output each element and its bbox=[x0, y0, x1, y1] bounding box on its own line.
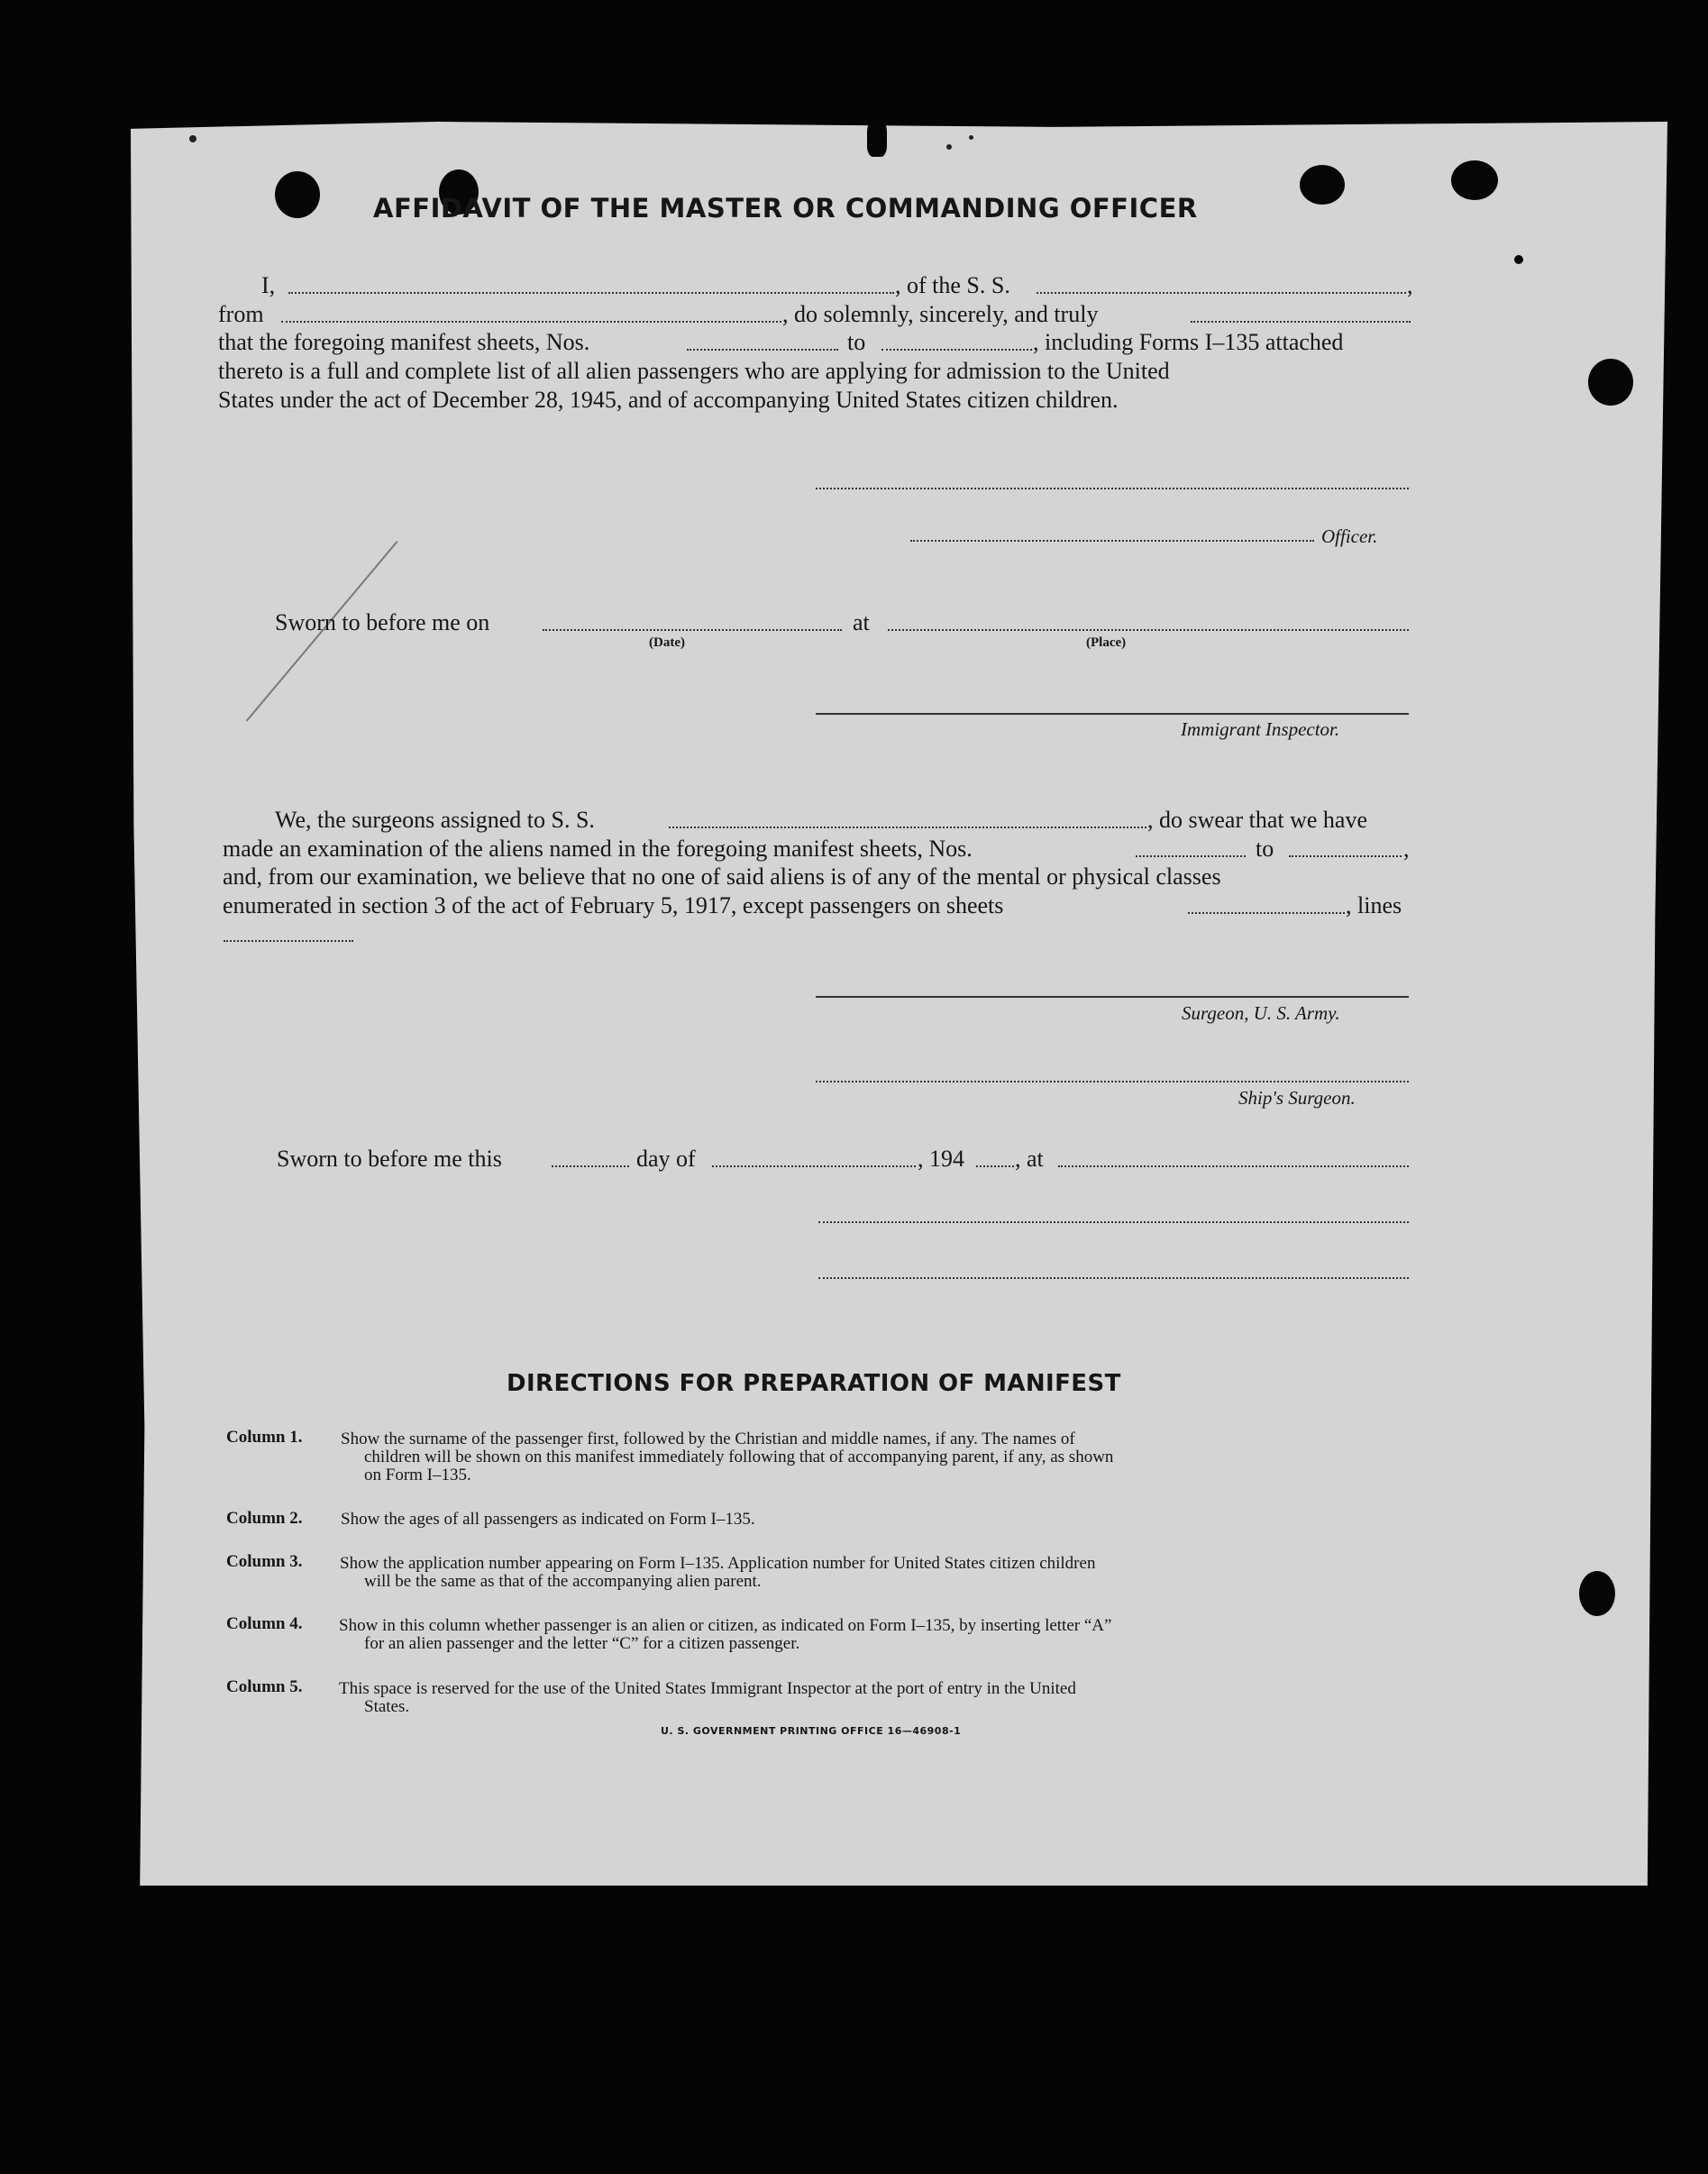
master-name-field[interactable] bbox=[288, 292, 894, 294]
sworn2-place-field[interactable] bbox=[1058, 1165, 1409, 1167]
affidavit-of-ss: , of the S. S. bbox=[895, 272, 1010, 298]
sworn2-month-field[interactable] bbox=[712, 1165, 916, 1167]
edge-tear bbox=[867, 121, 887, 157]
punch-hole bbox=[1579, 1571, 1615, 1616]
affidavit-continuation-field[interactable] bbox=[1191, 321, 1411, 323]
column-2-line: Show the ages of all passengers as indicated on Form I–135. bbox=[341, 1510, 755, 1529]
affidavit-i: I, bbox=[261, 272, 276, 298]
column-1-line: children will be shown on this manifest immediately following that of accompanying parent, if any, as shown bbox=[364, 1448, 1114, 1466]
sworn2-start: Sworn to before me this bbox=[277, 1146, 502, 1172]
army-surgeon-label: Surgeon, U. S. Army. bbox=[1182, 1002, 1340, 1024]
punch-hole bbox=[1451, 160, 1498, 200]
inspector-signature-line[interactable] bbox=[816, 713, 1409, 715]
surgeons-line3: and, from our examination, we believe that no one of said aliens is of any of the mental or physical classes bbox=[223, 863, 1221, 890]
directions-title: DIRECTIONS FOR PREPARATION OF MANIFEST bbox=[507, 1370, 1121, 1397]
officer-label: Officer. bbox=[1321, 525, 1378, 547]
affidavit-comma: , bbox=[1407, 272, 1413, 298]
column-4-line: for an alien passenger and the letter “C” for a citizen passenger. bbox=[364, 1634, 800, 1653]
sworn2-signature-field[interactable] bbox=[818, 1221, 1409, 1223]
affidavit-foregoing: that the foregoing manifest sheets, Nos. bbox=[218, 329, 590, 355]
column-1-label: Column 1. bbox=[226, 1428, 303, 1447]
column-4-label: Column 4. bbox=[226, 1614, 303, 1633]
ships-surgeon-label: Ship's Surgeon. bbox=[1238, 1087, 1356, 1109]
sworn2-at: , at bbox=[1015, 1146, 1044, 1172]
column-3-line: will be the same as that of the accompanying alien parent. bbox=[364, 1572, 762, 1591]
surgeons-lines: , lines bbox=[1346, 892, 1402, 918]
sheet-number-from-field[interactable] bbox=[687, 349, 838, 351]
affidavit-from: from bbox=[218, 301, 264, 327]
surgeons-line1-end: , do swear that we have bbox=[1147, 807, 1368, 833]
port-from-field[interactable] bbox=[281, 321, 781, 323]
affidavit-line4: thereto is a full and complete list of all alien passengers who are applying for admission to the United bbox=[218, 358, 1170, 384]
surgeons-ship-field[interactable] bbox=[669, 827, 1146, 828]
column-5-line: This space is reserved for the use of the United States Immigrant Inspector at the port of entry in the United bbox=[339, 1679, 1076, 1698]
punch-hole bbox=[1588, 359, 1633, 406]
affidavit-line5: States under the act of December 28, 1945, and of accompanying United States citizen children. bbox=[218, 387, 1119, 413]
affidavit-including: , including Forms I–135 attached bbox=[1033, 329, 1344, 355]
punch-hole bbox=[275, 171, 320, 218]
column-5-label: Column 5. bbox=[226, 1677, 303, 1696]
speck bbox=[946, 144, 952, 150]
printing-office-footer: U. S. GOVERNMENT PRINTING OFFICE 16—46908-1 bbox=[661, 1725, 962, 1737]
officer-signature-field[interactable] bbox=[910, 540, 1314, 542]
sworn-before-me-on: Sworn to before me on bbox=[275, 609, 490, 635]
sworn2-title-field[interactable] bbox=[818, 1277, 1409, 1279]
column-1-line: on Form I–135. bbox=[364, 1466, 471, 1484]
surgeons-line2-comma: , bbox=[1403, 836, 1410, 862]
sheet-number-to-field[interactable] bbox=[881, 349, 1032, 351]
surgeons-line1-start: We, the surgeons assigned to S. S. bbox=[275, 807, 595, 833]
sworn2-day-field[interactable] bbox=[552, 1165, 629, 1167]
column-1-line: Show the surname of the passenger first, followed by the Christian and middle names, if any. The names of bbox=[341, 1430, 1075, 1448]
except-lines-field[interactable] bbox=[224, 940, 353, 942]
speck bbox=[1514, 255, 1523, 264]
surgeons-to: to bbox=[1256, 836, 1274, 862]
sworn-at: at bbox=[853, 609, 870, 635]
column-2-label: Column 2. bbox=[226, 1509, 303, 1528]
sworn-date-field[interactable] bbox=[543, 629, 842, 631]
master-signature-field[interactable] bbox=[816, 488, 1409, 489]
speck bbox=[189, 135, 196, 142]
affidavit-to: to bbox=[847, 329, 866, 355]
affidavit-solemnly: , do solemnly, sincerely, and truly bbox=[782, 301, 1099, 327]
sworn2-day-of: day of bbox=[636, 1146, 696, 1172]
sworn2-year-prefix: , 194 bbox=[918, 1146, 964, 1172]
sworn2-year-field[interactable] bbox=[976, 1165, 1014, 1167]
army-surgeon-signature-line[interactable] bbox=[816, 996, 1409, 998]
except-sheets-field[interactable] bbox=[1188, 912, 1345, 914]
ship-name-field[interactable] bbox=[1037, 292, 1406, 294]
column-3-line: Show the application number appearing on Form I–135. Application number for United States citizen children bbox=[340, 1554, 1096, 1573]
speck bbox=[969, 135, 973, 140]
immigrant-inspector-label: Immigrant Inspector. bbox=[1181, 718, 1340, 740]
column-4-line: Show in this column whether passenger is an alien or citizen, as indicated on Form I–135, by inserting letter “A” bbox=[339, 1616, 1112, 1635]
surgeons-line2-start: made an examination of the aliens named in the foregoing manifest sheets, Nos. bbox=[223, 836, 973, 862]
column-5-line: States. bbox=[364, 1697, 410, 1716]
surgeons-sheet-from-field[interactable] bbox=[1136, 855, 1246, 857]
surgeons-line4-start: enumerated in section 3 of the act of February 5, 1917, except passengers on sheets bbox=[223, 892, 1004, 918]
place-caption: (Place) bbox=[1086, 635, 1127, 650]
date-caption: (Date) bbox=[649, 635, 685, 650]
affidavit-title: AFFIDAVIT OF THE MASTER OR COMMANDING OFFICER bbox=[373, 193, 1198, 224]
surgeons-sheet-to-field[interactable] bbox=[1289, 855, 1402, 857]
ship-surgeon-signature-field[interactable] bbox=[816, 1081, 1409, 1082]
sworn-place-field[interactable] bbox=[888, 629, 1409, 631]
column-3-label: Column 3. bbox=[226, 1552, 303, 1571]
punch-hole bbox=[1300, 165, 1345, 205]
